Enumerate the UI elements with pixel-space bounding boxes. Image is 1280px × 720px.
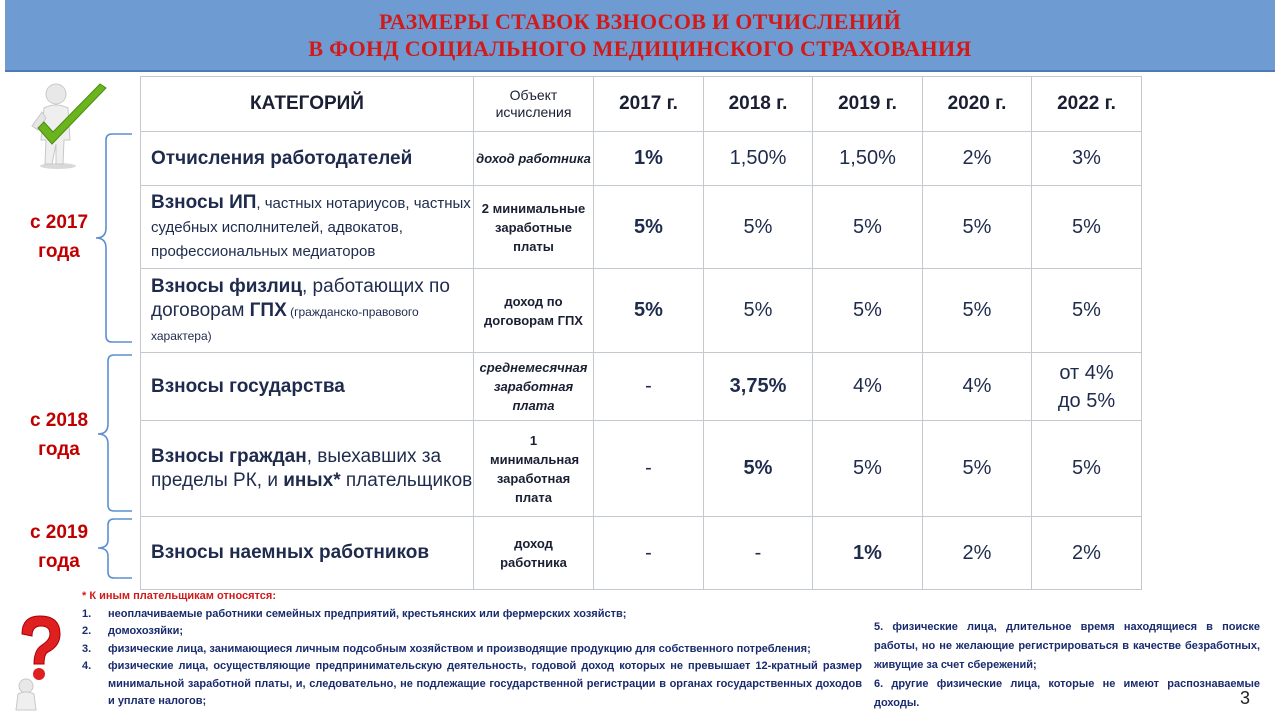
- list-item-text: физические лица, занимающиеся личным подсобным хозяйством и производящие продукцию для собственного потребления;: [108, 642, 811, 655]
- rate-cell: 5%: [1032, 421, 1142, 517]
- footnotes: [82, 588, 862, 711]
- rate-cell: 5%: [923, 186, 1032, 269]
- rate-cell: 2%: [1032, 517, 1142, 590]
- rate-cell: -: [704, 517, 813, 590]
- table-header-row: [141, 77, 1142, 132]
- list-item-text: физические лица, осуществляющие предпринимательскую деятельность, годовой доход которых не превышает 12-кратный размер минимальной заработной платы, и, следовательно, не подлежащие государственной регистрации в органах государственных доходов и уплате налогов;: [108, 660, 862, 707]
- col-header-year: 2020 г.: [923, 77, 1032, 132]
- row-object: среднемесячная заработная плата: [474, 353, 594, 421]
- row-category-bold: Взносы ИП: [151, 192, 257, 213]
- rate-cell: 1%: [813, 517, 923, 590]
- rate-cell: 5%: [704, 421, 813, 517]
- col-header-year: 2018 г.: [704, 77, 813, 132]
- row-category: [141, 517, 474, 590]
- rate-cell: -: [594, 353, 704, 421]
- period-2017-line1: с 2017: [29, 212, 89, 233]
- row-category-bold: Взносы государства: [151, 375, 345, 397]
- row-category: [141, 269, 474, 353]
- table-row: [141, 421, 1142, 517]
- slide-header: [5, 0, 1275, 72]
- rate-cell: -: [594, 517, 704, 590]
- row-object: доход работника: [474, 517, 594, 590]
- period-2017-line2: года: [38, 241, 80, 262]
- row-category-bold: Взносы наемных работников: [151, 542, 430, 563]
- row-category-bold2: ГПХ: [249, 299, 287, 321]
- row-category-rest: (гражданско-правового характера): [151, 304, 419, 343]
- rate-cell: 3,75%: [704, 353, 813, 421]
- slide-title: [5, 8, 1275, 62]
- period-2019-line1: с 2019: [29, 522, 89, 543]
- period-2019-line2: года: [38, 551, 80, 572]
- footnote-6: 6. другие физические лица, которые не имеют распознаваемые доходы.: [874, 678, 1260, 709]
- page-number: 3: [1240, 688, 1251, 708]
- period-2018-line2: года: [38, 439, 80, 460]
- row-category-rest: плательщиков: [340, 469, 473, 491]
- rate-cell: 5%: [923, 421, 1032, 517]
- row-category-bold: Отчисления работодателей: [151, 147, 413, 169]
- col-header-year: 2017 г.: [594, 77, 704, 132]
- list-item-text: домохозяйки;: [108, 625, 183, 637]
- rate-cell: 5%: [813, 269, 923, 353]
- row-object: доход по договорам ГПХ: [474, 269, 594, 353]
- rate-cell: 4%: [923, 353, 1032, 421]
- side-footnotes: [874, 618, 1260, 713]
- rate-cell: 4%: [813, 353, 923, 421]
- title-line-2: В ФОНД СОЦИАЛЬНОГО МЕДИЦИНСКОГО СТРАХОВАНИЯ: [308, 36, 972, 61]
- list-item-number: 2.: [82, 625, 92, 637]
- rate-cell: 5%: [923, 269, 1032, 353]
- row-category-rest: , частных нотариусов, частных судебных исполнителей, адвокатов, профессиональных медиаторов: [151, 195, 471, 260]
- footnote-5: 5. физические лица, длительное время находящиеся в поиске работы, но не желающие регистрироваться в качестве безработных, живущие за счет сбережений;: [874, 621, 1260, 671]
- rate-cell: 1%: [594, 132, 704, 186]
- row-category-bold2: иных*: [283, 469, 341, 491]
- row-category-mid: , работающих по договорам: [151, 275, 450, 321]
- rate-cell: 2%: [923, 132, 1032, 186]
- period-label-2018: [24, 406, 94, 464]
- rates-table: [140, 76, 1142, 590]
- rate-cell: 5%: [704, 186, 813, 269]
- rate-cell: 5%: [813, 186, 923, 269]
- table-row: [141, 269, 1142, 353]
- rate-cell: 2%: [923, 517, 1032, 590]
- row-category: [141, 132, 474, 186]
- row-object: доход работника: [474, 132, 594, 186]
- rate-cell: от 4% до 5%: [1032, 353, 1142, 421]
- col-header-category: КАТЕГОРИЙ: [141, 77, 474, 132]
- row-category: [141, 186, 474, 269]
- list-item-number: 1.: [82, 607, 92, 620]
- row-category: [141, 353, 474, 421]
- table-row: [141, 186, 1142, 269]
- list-item: [82, 606, 862, 624]
- row-category-bold: Взносы граждан: [151, 445, 307, 467]
- person-with-checkmark-icon: [30, 82, 112, 170]
- row-object: 1 минимальная заработная плата: [474, 421, 594, 517]
- rate-cell: 5%: [704, 269, 813, 353]
- row-category: [141, 421, 474, 517]
- rate-cell: 5%: [813, 421, 923, 517]
- list-item-text: неоплачиваемые работники семейных предприятий, крестьянских или фермерских хозяйств;: [108, 607, 627, 620]
- col-header-object-line1: Объект: [509, 87, 558, 103]
- footnotes-heading: * К иным плательщикам относятся:: [82, 590, 276, 602]
- rate-cell: 1,50%: [813, 132, 923, 186]
- table-row: [141, 132, 1142, 186]
- col-header-year: 2022 г.: [1032, 77, 1142, 132]
- rate-cell: 5%: [1032, 186, 1142, 269]
- rate-cell: 1,50%: [704, 132, 813, 186]
- period-label-2019: [24, 518, 94, 576]
- footnotes-list: [82, 606, 862, 711]
- title-line-1: РАЗМЕРЫ СТАВОК ВЗНОСОВ И ОТЧИСЛЕНИЙ: [379, 9, 901, 34]
- col-header-object: [474, 77, 594, 132]
- list-item: [82, 658, 862, 711]
- person-with-question-mark-icon: [12, 612, 70, 712]
- row-category-mid: , выехавших за пределы РК, и: [151, 445, 442, 491]
- rate-cell: 5%: [594, 186, 704, 269]
- table-row: [141, 517, 1142, 590]
- rate-cell: -: [594, 421, 704, 517]
- row-object: 2 минимальные заработные платы: [474, 186, 594, 269]
- col-header-year: 2019 г.: [813, 77, 923, 132]
- table-row: [141, 353, 1142, 421]
- list-item: [82, 623, 862, 641]
- row-category-bold: Взносы физлиц: [151, 275, 302, 297]
- rate-cell: 5%: [1032, 269, 1142, 353]
- col-header-object-line2: исчисления: [495, 104, 572, 120]
- period-label-2017: [24, 208, 94, 266]
- period-2018-line1: с 2018: [29, 410, 89, 431]
- list-item-number: 3.: [82, 642, 92, 655]
- list-item: [82, 641, 862, 659]
- list-item-number: 4.: [82, 660, 92, 672]
- rate-cell: 5%: [594, 269, 704, 353]
- rate-cell: 3%: [1032, 132, 1142, 186]
